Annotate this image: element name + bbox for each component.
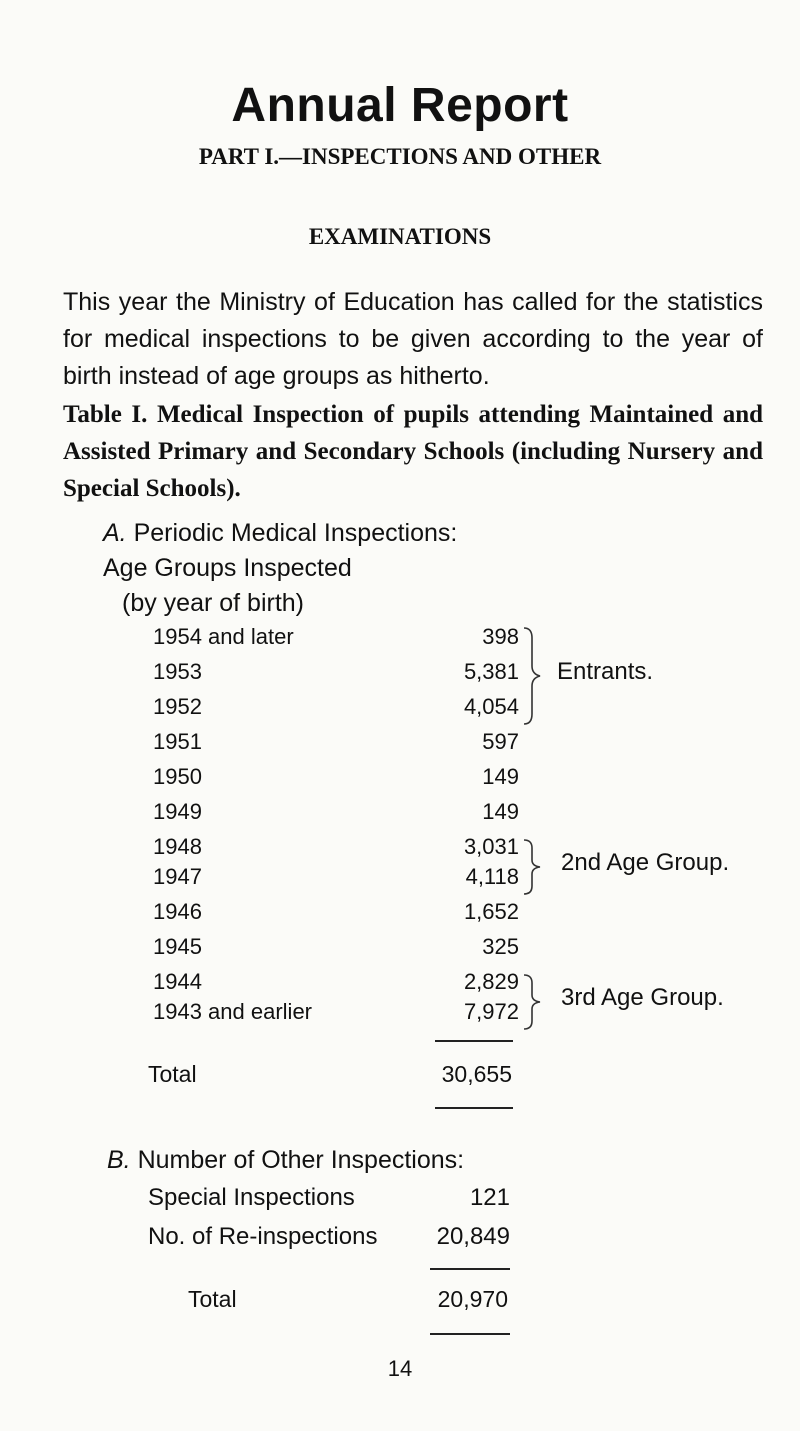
group-label-second: 2nd Age Group.: [561, 849, 730, 876]
part-heading-continued: EXAMINATIONS: [308, 224, 492, 249]
group-label-third: 3rd Age Group.: [561, 984, 724, 1011]
intro-paragraph: This year the Ministry of Education has called for the statistics for medical inspections to be given according to the year of birth instead of age groups as hitherto.: [63, 288, 763, 390]
second-group-brace-icon: [522, 838, 550, 896]
section-b-total-value: 20,970: [437, 1286, 508, 1312]
table-row-value: 2,829: [463, 969, 519, 994]
section-a-total-label: Total: [148, 1061, 197, 1087]
page-number: 14: [387, 1356, 413, 1381]
report-title: Annual Report: [231, 79, 569, 132]
table-row-value: 597: [482, 729, 519, 754]
third-group-brace-icon: [522, 973, 550, 1031]
table-row-label: 1947: [153, 864, 202, 889]
table-row-label: 1949: [153, 799, 202, 824]
table-row-label: 1946: [153, 899, 202, 924]
entrants-brace-icon: [522, 626, 550, 726]
section-a-heading: [103, 519, 457, 548]
section-a-letter: A.: [103, 519, 127, 547]
table-row-label: No. of Re-inspections: [148, 1223, 378, 1250]
divider: [430, 1268, 510, 1270]
table-row-label: 1943 and earlier: [153, 999, 313, 1024]
table-row-label: Special Inspections: [148, 1184, 355, 1211]
table-row-value: 398: [482, 624, 519, 649]
section-a-sub1: Age Groups Inspected: [103, 554, 352, 582]
table-row-label: 1944: [153, 969, 202, 994]
section-b-heading: [107, 1146, 464, 1175]
table-row-value: 325: [482, 934, 519, 959]
section-b-total-label: Total: [188, 1286, 237, 1312]
section-a-sub2: (by year of birth): [122, 589, 305, 617]
table-row-value: 20,849: [436, 1223, 510, 1250]
section-a-total-value: 30,655: [441, 1061, 512, 1087]
group-label-entrants: Entrants.: [557, 658, 654, 685]
section-b-title: Number of Other Inspections:: [137, 1146, 465, 1174]
table-row-value: 5,381: [463, 659, 519, 684]
divider: [435, 1107, 513, 1109]
part-heading: PART I.—INSPECTIONS AND OTHER: [198, 144, 602, 169]
table-row-value: 4,054: [463, 694, 519, 719]
table-row-value: 149: [482, 764, 519, 789]
table-row-label: 1945: [153, 934, 202, 959]
section-b-letter: B.: [107, 1146, 131, 1174]
table-row-value: 1,652: [463, 899, 519, 924]
divider: [430, 1333, 510, 1335]
table-row-value: 149: [482, 799, 519, 824]
table-row-label: 1951: [153, 729, 202, 754]
table-row-label: 1954 and later: [153, 624, 294, 649]
table-description: Medical Inspection of pupils attending Maintained and Assisted Primary and Secondary Schools (including Nursery and Special Schools).: [63, 401, 763, 502]
divider: [435, 1040, 513, 1042]
table-row-label: 1952: [153, 694, 202, 719]
table-row-label: 1953: [153, 659, 202, 684]
table-row-value: 7,972: [463, 999, 519, 1024]
section-a-title: Periodic Medical Inspections:: [133, 519, 458, 547]
table-row-value: 121: [469, 1184, 510, 1211]
table-row-value: 4,118: [465, 864, 519, 889]
table-row-label: 1950: [153, 764, 202, 789]
table-heading: [63, 396, 763, 507]
table-row-label: 1948: [153, 834, 202, 859]
table-label: Table I.: [63, 401, 148, 428]
table-row-value: 3,031: [463, 834, 519, 859]
